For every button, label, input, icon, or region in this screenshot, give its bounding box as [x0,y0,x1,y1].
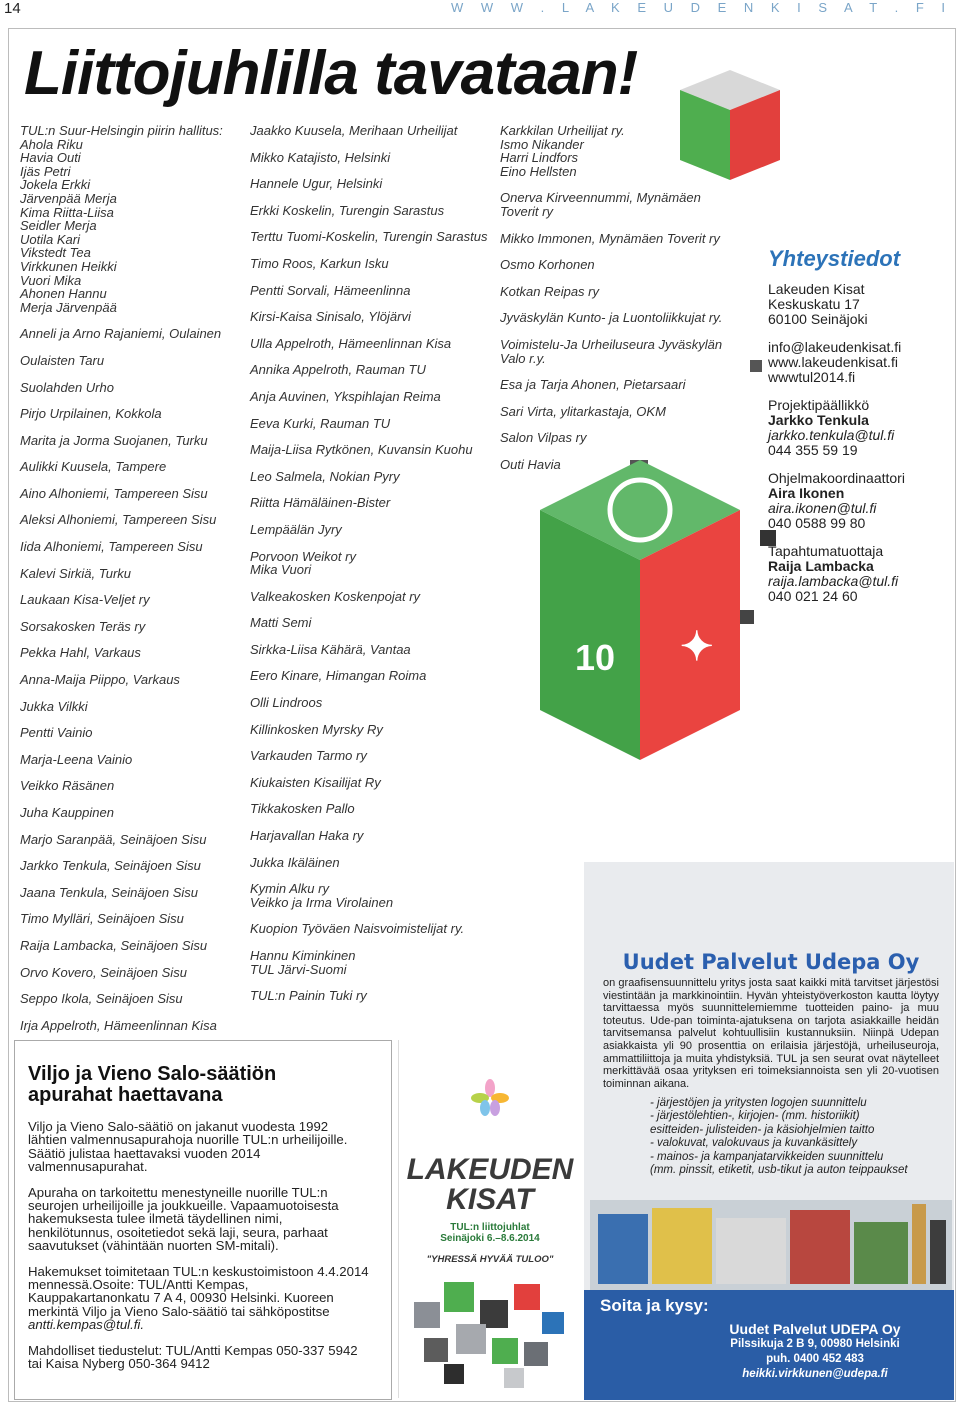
greeting-line: Osmo Korhonen [500,257,595,273]
board-member: Seidler Merja [20,218,97,234]
greeting-line: Riitta Hämäläinen-Bister [250,495,391,511]
board-member: Uotila Kari [20,231,80,247]
greeting-entry [250,257,490,271]
greeting-entry: Timo Mylläri, Seinäjoen Sisu [20,911,184,927]
site-url[interactable]: W W W . L A K E U D E N K I S A T . F I [450,0,952,15]
poster-cubes [404,1272,576,1392]
greeting-entry [250,390,490,404]
board-member: Merja Järvenpää [20,299,117,315]
greeting-line: TUL Järvi-Suomi [250,961,347,977]
person-1-name: Jarkko Tenkula [768,412,869,428]
greeting-entry [250,922,490,936]
greeting-line: Jaakko Kuusela, Merihaan Urheilijat [250,123,458,138]
greeting-line: Leo Salmela, Nokian Pyry [250,468,400,484]
greeting-line: Valkeakosken Koskenpojat ry [250,588,421,604]
greeting-entry: Jarkko Tenkula, Seinäjoen Sisu [20,858,201,874]
board-member: Ahola Riku [20,136,83,152]
greeting-line: Mika Vuori [250,562,312,578]
greeting-entry: Suolahden Urho [20,379,114,395]
large-cube [540,460,740,800]
grant-email[interactable]: antti.kempas@tul.fi. [28,1317,145,1333]
board-member: Ijäs Petri [20,163,71,179]
grant-paragraph-1: Viljo ja Vieno Salo-säätiö on jakanut vuodesta 1992 lähtien valmennusapurahoja nuorille TUL:n urheilijoille. Säätiö julistaa haettavaksi vuoden 2014 valmennusapurahat. [28,1119,348,1175]
greeting-entry [250,443,490,457]
person-2-phone: 040 0588 99 80 [768,515,866,531]
greeting-line: Annika Appelroth, Rauman TU [250,362,426,378]
page-number: 14 [4,0,21,17]
greeting-entry [250,550,490,577]
greeting-entry [250,417,490,431]
greeting-line: Matti Semi [250,615,312,631]
grant-text [28,1120,370,1383]
greeting-entry [250,363,490,377]
greeting-line: Olli Lindroos [250,695,323,711]
board-member: Järvenpää Merja [20,190,117,206]
greeting-entry [250,696,490,710]
greeting-line: Voimistelu-Ja Urheiluseura Jyväskylän [500,336,723,352]
udepa-address: Pilssikuja 2 B 9, 00980 Helsinki [730,1338,900,1350]
greeting-line: Salon Vilpas ry [500,430,587,446]
poster-subtitle-line-1: TUL:n liittojuhlat [450,1222,530,1233]
greeting-entry: Juha Kauppinen [20,805,114,820]
greeting-entry [250,470,490,484]
greeting-line: Maija-Liisa Rytkönen, Kuvansin Kuohu [250,442,473,458]
grant-paragraph-4: Mahdolliset tiedustelut: TUL/Antti Kempas 050-337 5942 tai Kaisa Nyberg 050-364 9412 [28,1342,358,1372]
svg-text:✦: ✦ [680,625,714,669]
greeting-entry: Sorsakosken Teräs ry [20,618,146,634]
greeting-line: Mikko Immonen, Mynämäen Toverit ry [500,230,720,246]
greeting-line: Porvoon Weikot ry [250,548,356,564]
greeting-line: Hannu Kiminkinen [250,948,356,963]
udepa-contact-info [680,1322,950,1382]
greeting-entry: Seppo Ikola, Seinäjoen Sisu [20,991,183,1007]
contact-block [768,282,905,604]
greeting-line: Pentti Sorvali, Hämeenlinna [250,282,411,298]
greeting-entry: Oulaisten Taru [20,352,105,368]
greeting-line: Eero Kinare, Himangan Roima [250,668,427,684]
greeting-entry [250,204,490,218]
greeting-line: Varkauden Tarmo ry [250,748,367,764]
service-item: (mm. pinssit, etiketit, usb-tikut ja auton teippaukset [650,1164,908,1177]
udepa-product-photos [590,1200,952,1290]
greeting-entry: Orvo Kovero, Seinäjoen Sisu [20,964,187,980]
person-1-role: Projektipäällikkö [768,397,870,413]
greeting-entry [250,643,490,657]
greeting-entry: Pirjo Urpilainen, Kokkola [20,406,162,422]
greetings-column-1 [20,124,242,1032]
greeting-entry [250,177,490,191]
udepa-email[interactable]: heikki.virkkunen@udepa.fi [742,1368,888,1380]
contact-web-2[interactable]: wwwtul2014.fi [768,369,856,385]
grant-title-line-1: Viljo ja Vieno Salo-säätiön [28,1063,277,1085]
udepa-title: Uudet Palvelut Udepa Oy [622,950,920,974]
person-3-email[interactable]: raija.lambacka@tul.fi [768,573,899,589]
udepa-company: Uudet Palvelut UDEPA Oy [729,1321,901,1337]
service-item: - järjestöjen ja yritysten logojen suunnittelu [650,1097,867,1109]
udepa-call-to-action: Soita ja kysy: [600,1296,709,1315]
greeting-line: TUL:n Painin Tuki ry [250,988,367,1004]
grant-paragraph-3 [28,1265,370,1332]
greeting-line: Ismo Nikander [500,136,584,152]
greeting-line: Tikkakosken Pallo [250,801,355,817]
contact-email[interactable]: info@lakeudenkisat.fi [768,339,902,355]
greeting-entry [250,284,490,298]
grant-title-line-2: apurahat haettavana [28,1084,223,1106]
board-member: Vikstedt Tea [20,245,91,261]
contact-street: Keskuskatu 17 [768,296,860,312]
greeting-line: Lempäälän Jyry [250,521,342,537]
grant-paragraph-3-text: Hakemukset toimitetaan TUL:n keskustoimistoon 4.4.2014 mennessä.Osoite: TUL/Antti Kempas, Kauppakartanonkatu 7 A 4, 00930 Helsinki. Kuoreen merkintä Viljo ja Vieno Salo-säätiö tai sähköpostitse [28,1263,369,1319]
greeting-entry [250,496,490,510]
contact-org: Lakeuden Kisat [768,281,865,297]
greeting-entry: Irja Appelroth, Hämeenlinnan Kisa [20,1017,217,1033]
contact-web-1[interactable]: www.lakeudenkisat.fi [768,354,898,370]
board-member: Jokela Erkki [20,177,91,193]
contact-title: Yhteystiedot [768,246,901,271]
greeting-entry: Aulikki Kuusela, Tampere [20,459,167,475]
greeting-line: Harri Lindfors [500,150,579,166]
service-item: esitteiden- julisteiden- ja käsiohjelmien taitto [650,1123,875,1136]
greeting-line: Karkkilan Urheilijat ry. [500,123,625,138]
greeting-line: Outi Havia [500,456,561,472]
greeting-line: Jukka Ikäläinen [250,854,340,870]
greeting-line: Eeva Kurki, Rauman TU [250,415,391,431]
headline: Liittojuhlilla tavataan! [24,39,638,108]
greeting-entry: Anneli ja Arno Rajaniemi, Oulainen [20,326,222,342]
greeting-line: Kotkan Reipas ry [500,283,599,299]
service-item: - valokuvat, valokuvaus ja kuvankäsittely [650,1137,858,1150]
greeting-line: Timo Roos, Karkun Isku [250,255,389,271]
cube-graphic [480,60,780,860]
grant-title [28,1064,276,1106]
board-member: Havia Outi [20,150,81,166]
greeting-line: Kymin Alku ry [250,881,329,897]
person-2-role: Ohjelmakoordinaattori [768,470,905,486]
greeting-line: Killinkosken Myrsky Ry [250,721,383,737]
poster-title [405,1155,575,1215]
greeting-entry: Pekka Hahl, Varkaus [20,645,141,661]
contact-city: 60100 Seinäjoki [768,311,868,327]
greeting-entry [250,523,490,537]
poster-slogan: "YHRESSÄ HYVÄÄ TULOO" [426,1254,554,1265]
greeting-entry: Marita ja Jorma Suojanen, Turku [20,432,208,448]
greeting-entry: Marjo Saranpää, Seinäjoen Sisu [20,831,207,847]
greeting-line: Kirsi-Kaisa Sinisalo, Ylöjärvi [250,309,411,325]
board-member: Ahonen Hannu [20,286,107,302]
greeting-entry [250,776,490,790]
udepa-phone: puh. 0400 452 483 [766,1353,864,1365]
udepa-services-list [650,1097,940,1177]
poster-subtitle [405,1222,575,1244]
person-3-phone: 040 021 24 60 [768,588,858,604]
greeting-entry [250,124,490,138]
poster-subtitle-line-2: Seinäjoki 6.–8.6.2014 [440,1233,540,1244]
greeting-entry [250,749,490,763]
greeting-entry: Veikko Räsänen [20,778,115,794]
greeting-entry: Aleksi Alhoniemi, Tampereen Sisu [20,512,217,528]
greetings-column-2 [250,124,490,1003]
greeting-entry [250,856,490,870]
greeting-entry: Marja-Leena Vainio [20,751,133,767]
greeting-entry: Iida Alhoniemi, Tampereen Sisu [20,539,203,555]
board-member: Vuori Mika [20,272,82,288]
greeting-entry [250,802,490,816]
poster-flower-icon [470,1078,510,1118]
greeting-line: Kuopion Työväen Naisvoimistelijat ry. [250,921,465,937]
greeting-entry: Jukka Vilkki [20,698,88,714]
greeting-entry: Kalevi Sirkiä, Turku [20,565,132,581]
person-3-name: Raija Lambacka [768,558,874,574]
greeting-line: Jyväskylän Kunto- ja Luontoliikkujat ry. [500,310,723,326]
greeting-line: Ulla Appelroth, Hämeenlinnan Kisa [250,335,452,351]
greeting-entry [250,590,490,604]
greeting-line: Mikko Katajisto, Helsinki [250,149,391,165]
person-2-name: Aira Ikonen [768,485,845,501]
greeting-entry [250,949,490,976]
greeting-line: Veikko ja Irma Virolainen [250,894,394,910]
greeting-entry [250,310,490,324]
greeting-entry [250,337,490,351]
greeting-entry: Raija Lambacka, Seinäjoen Sisu [20,937,208,953]
udepa-intro: on graafisensuunnittelu yritys josta saat kaikki mitä tarvitset järjestösi viestintään ja markkinointiin. Hyvän yhteistyöverkoston kautta löytyy tarvittaessa myös suunnittelemiemme tuotteiden paino- ja muu toteutus. Ude-pan toiminta-ajatuksena on tarjota asiakkaille heidän tarvitsemansa palvelut kohtuullisiin kustannuksiin. Niinpä Udepan asiakkaista yli 90 prosenttia on erilaisia järjestöjä, urheiluseuroja, ammattiliittoja ja muita yhdistyksiä. TUL ja sen seurat ovat näytelleet merkittävää osaa yrityksen eri toimeksiannoista sen yli 20-vuotisen toiminnan aikana. [603,977,939,1090]
person-1-email[interactable]: jarkko.tenkula@tul.fi [768,427,895,443]
greeting-line: Kiukaisten Kisailijat Ry [250,774,381,790]
poster-title-line-2: KISAT [446,1183,534,1216]
greeting-line: Toverit ry [500,203,553,219]
board-member: Kima Riitta-Liisa [20,204,114,220]
person-1-phone: 044 355 59 19 [768,442,858,458]
person-3-role: Tapahtumatuottaja [768,543,884,559]
greeting-line: Onerva Kirveennummi, Mynämäen [500,190,701,206]
greeting-entry: Pentti Vainio [20,725,93,741]
greeting-entry [250,829,490,843]
greeting-entry: Anna-Maija Piippo, Varkaus [20,672,180,688]
greeting-entry [250,669,490,683]
board-member: Virkkunen Heikki [20,258,117,274]
small-top-cube [680,70,780,180]
person-2-email[interactable]: aira.ikonen@tul.fi [768,500,877,516]
greeting-entry: Jaana Tenkula, Seinäjoen Sisu [20,884,199,900]
greeting-line: Erkki Koskelin, Turengin Sarastus [250,202,445,218]
greeting-entry [250,616,490,630]
board-heading: TUL:n Suur-Helsingin piirin hallitus: [20,123,223,138]
greeting-entry [250,882,490,909]
greeting-entry [250,151,490,165]
greeting-entry: Laukaan Kisa-Veljet ry [20,592,150,608]
svg-text:10: 10 [575,637,616,678]
greeting-line: Harjavallan Haka ry [250,828,364,844]
greeting-entry [250,230,490,244]
greeting-entry [250,989,490,1003]
greeting-line: Eino Hellsten [500,163,577,179]
greeting-line: Sirkka-Liisa Kähärä, Vantaa [250,641,411,657]
poster-title-line-1: LAKEUDEN [406,1153,574,1186]
greeting-line: Terttu Tuomi-Koskelin, Turengin Sarastus [250,229,488,245]
greeting-line: Valo r.y. [500,350,546,366]
greeting-entry [250,723,490,737]
greeting-line: Sari Virta, ylitarkastaja, OKM [500,403,666,419]
greeting-entry: Aino Alhoniemi, Tampereen Sisu [20,485,208,501]
product-collage [590,1200,952,1290]
service-item: - järjestölehtien-, kirjojen- (mm. historiikit) [650,1110,860,1123]
greeting-line: Esa ja Tarja Ahonen, Pietarsaari [500,377,686,393]
greeting-line: Anja Auvinen, Ykspihlajan Reima [250,388,441,404]
greeting-line: Hannele Ugur, Helsinki [250,176,383,192]
service-item: - mainos- ja kampanjatarvikkeiden suunnittelu [650,1150,884,1163]
grant-paragraph-2: Apuraha on tarkoitettu menestyneille nuorille TUL:n seurojen urheilijoille ja joukkueille. Vapaamuotoisesta hakemuksesta tulee ilmetä täydellinen nimi, henkilötunnus, osoitetiedot sekä laji, seura, parhaat saavutukset (vähintään nuorten SM-mitali). [28,1184,339,1254]
